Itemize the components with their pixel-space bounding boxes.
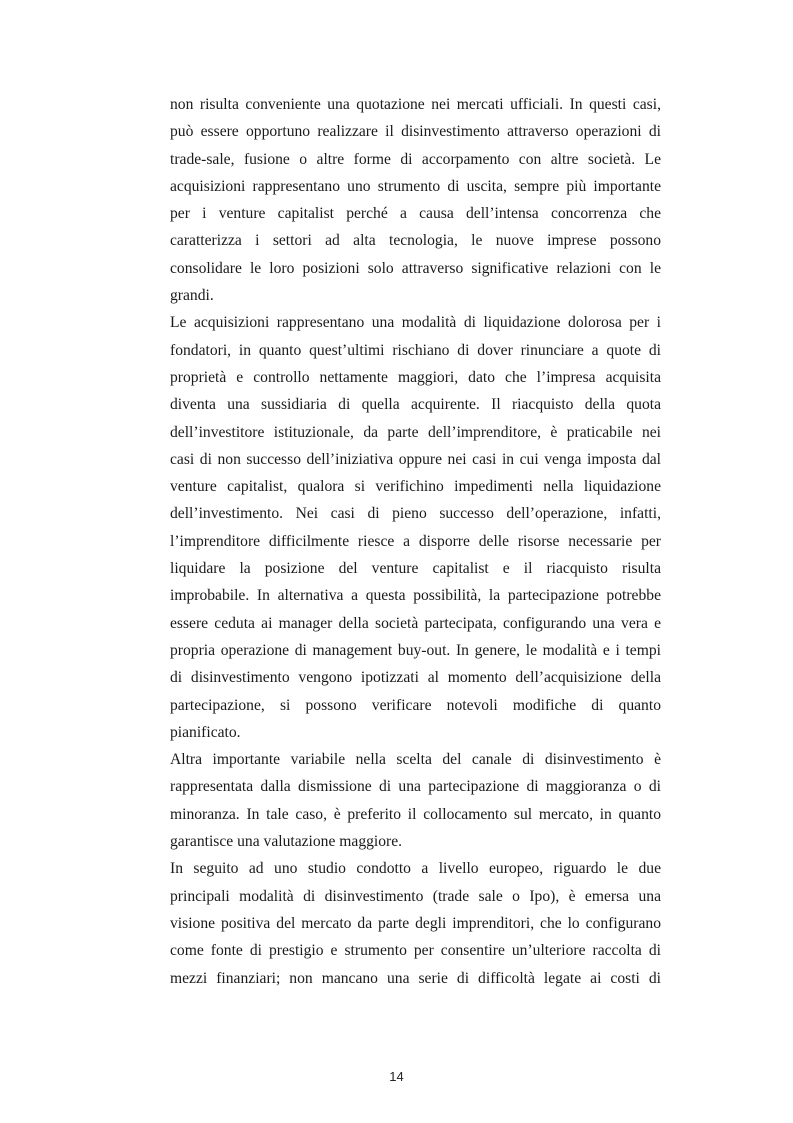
text-line: diventa una sussidiaria di quella acquirente. Il riacquisto della quota xyxy=(170,396,661,414)
text-line: non risulta conveniente una quotazione nei mercati ufficiali. In questi casi, xyxy=(170,96,661,113)
body-text xyxy=(170,91,661,992)
text-line: Altra importante variabile nella scelta del canale di disinvestimento è xyxy=(170,751,661,769)
text-line: l’imprenditore difficilmente riesce a disporre delle risorse necessarie per xyxy=(170,532,661,550)
text-line: consolidare le loro posizioni solo attraverso significative relazioni con le xyxy=(170,259,661,277)
text-line: grandi. xyxy=(170,287,214,305)
text-line: In seguito ad uno studio condotto a livello europeo, riguardo le due xyxy=(170,860,661,878)
paragraph xyxy=(170,746,661,855)
text-line: come fonte di prestigio e strumento per consentire un’ulteriore raccolta di xyxy=(170,942,661,960)
paragraph xyxy=(170,309,661,746)
text-line: dell’investimento. Nei casi di pieno successo dell’operazione, infatti, xyxy=(170,505,661,523)
text-line: essere ceduta ai manager della società partecipata, configurando una vera e xyxy=(170,614,661,632)
text-line: per i venture capitalist perché a causa dell’intensa concorrenza che xyxy=(170,205,661,223)
text-line: può essere opportuno realizzare il disinvestimento attraverso operazioni di xyxy=(170,123,661,141)
text-line: visione positiva del mercato da parte degli imprenditori, che lo configurano xyxy=(170,914,661,932)
text-line: propria operazione di management buy-out. In genere, le modalità e i tempi xyxy=(170,641,661,659)
text-line: improbabile. In alternativa a questa possibilità, la partecipazione potrebbe xyxy=(170,587,661,605)
text-line: di disinvestimento vengono ipotizzati al momento dell’acquisizione della xyxy=(170,669,661,687)
text-line: proprietà e controllo nettamente maggiori, dato che l’impresa acquisita xyxy=(170,368,661,386)
text-line: pianificato. xyxy=(170,723,241,741)
text-line: partecipazione, si possono verificare notevoli modifiche di quanto xyxy=(170,696,661,714)
text-line: dell’investitore istituzionale, da parte dell’imprenditore, è praticabile nei xyxy=(170,423,661,441)
page-number: 14 xyxy=(389,1069,404,1084)
text-line: principali modalità di disinvestimento (trade sale o Ipo), è emersa una xyxy=(170,887,661,905)
text-line: fondatori, in quanto quest’ultimi rischiano di dover rinunciare a quote di xyxy=(170,341,661,359)
text-line: garantisce una valutazione maggiore. xyxy=(170,833,403,851)
text-line: acquisizioni rappresentano uno strumento di uscita, sempre più importante xyxy=(170,177,661,195)
paragraph xyxy=(170,855,661,991)
text-line: rappresentata dalla dismissione di una partecipazione di maggioranza o di xyxy=(170,778,661,796)
text-line: minoranza. In tale caso, è preferito il collocamento sul mercato, in quanto xyxy=(170,805,661,823)
text-line: caratterizza i settori ad alta tecnologia, le nuove imprese possono xyxy=(170,232,661,250)
text-line: casi di non successo dell’iniziativa oppure nei casi in cui venga imposta dal xyxy=(170,450,661,468)
text-line: trade-sale, fusione o altre forme di accorpamento con altre società. Le xyxy=(170,150,661,168)
text-line: venture capitalist, qualora si verifichino impedimenti nella liquidazione xyxy=(170,478,661,496)
text-line: liquidare la posizione del venture capitalist e il riacquisto risulta xyxy=(170,560,661,578)
text-line: Le acquisizioni rappresentano una modalità di liquidazione dolorosa per i xyxy=(170,314,661,332)
paragraph xyxy=(170,91,661,309)
text-line: mezzi finanziari; non mancano una serie di difficoltà legate ai costi di xyxy=(170,969,661,987)
